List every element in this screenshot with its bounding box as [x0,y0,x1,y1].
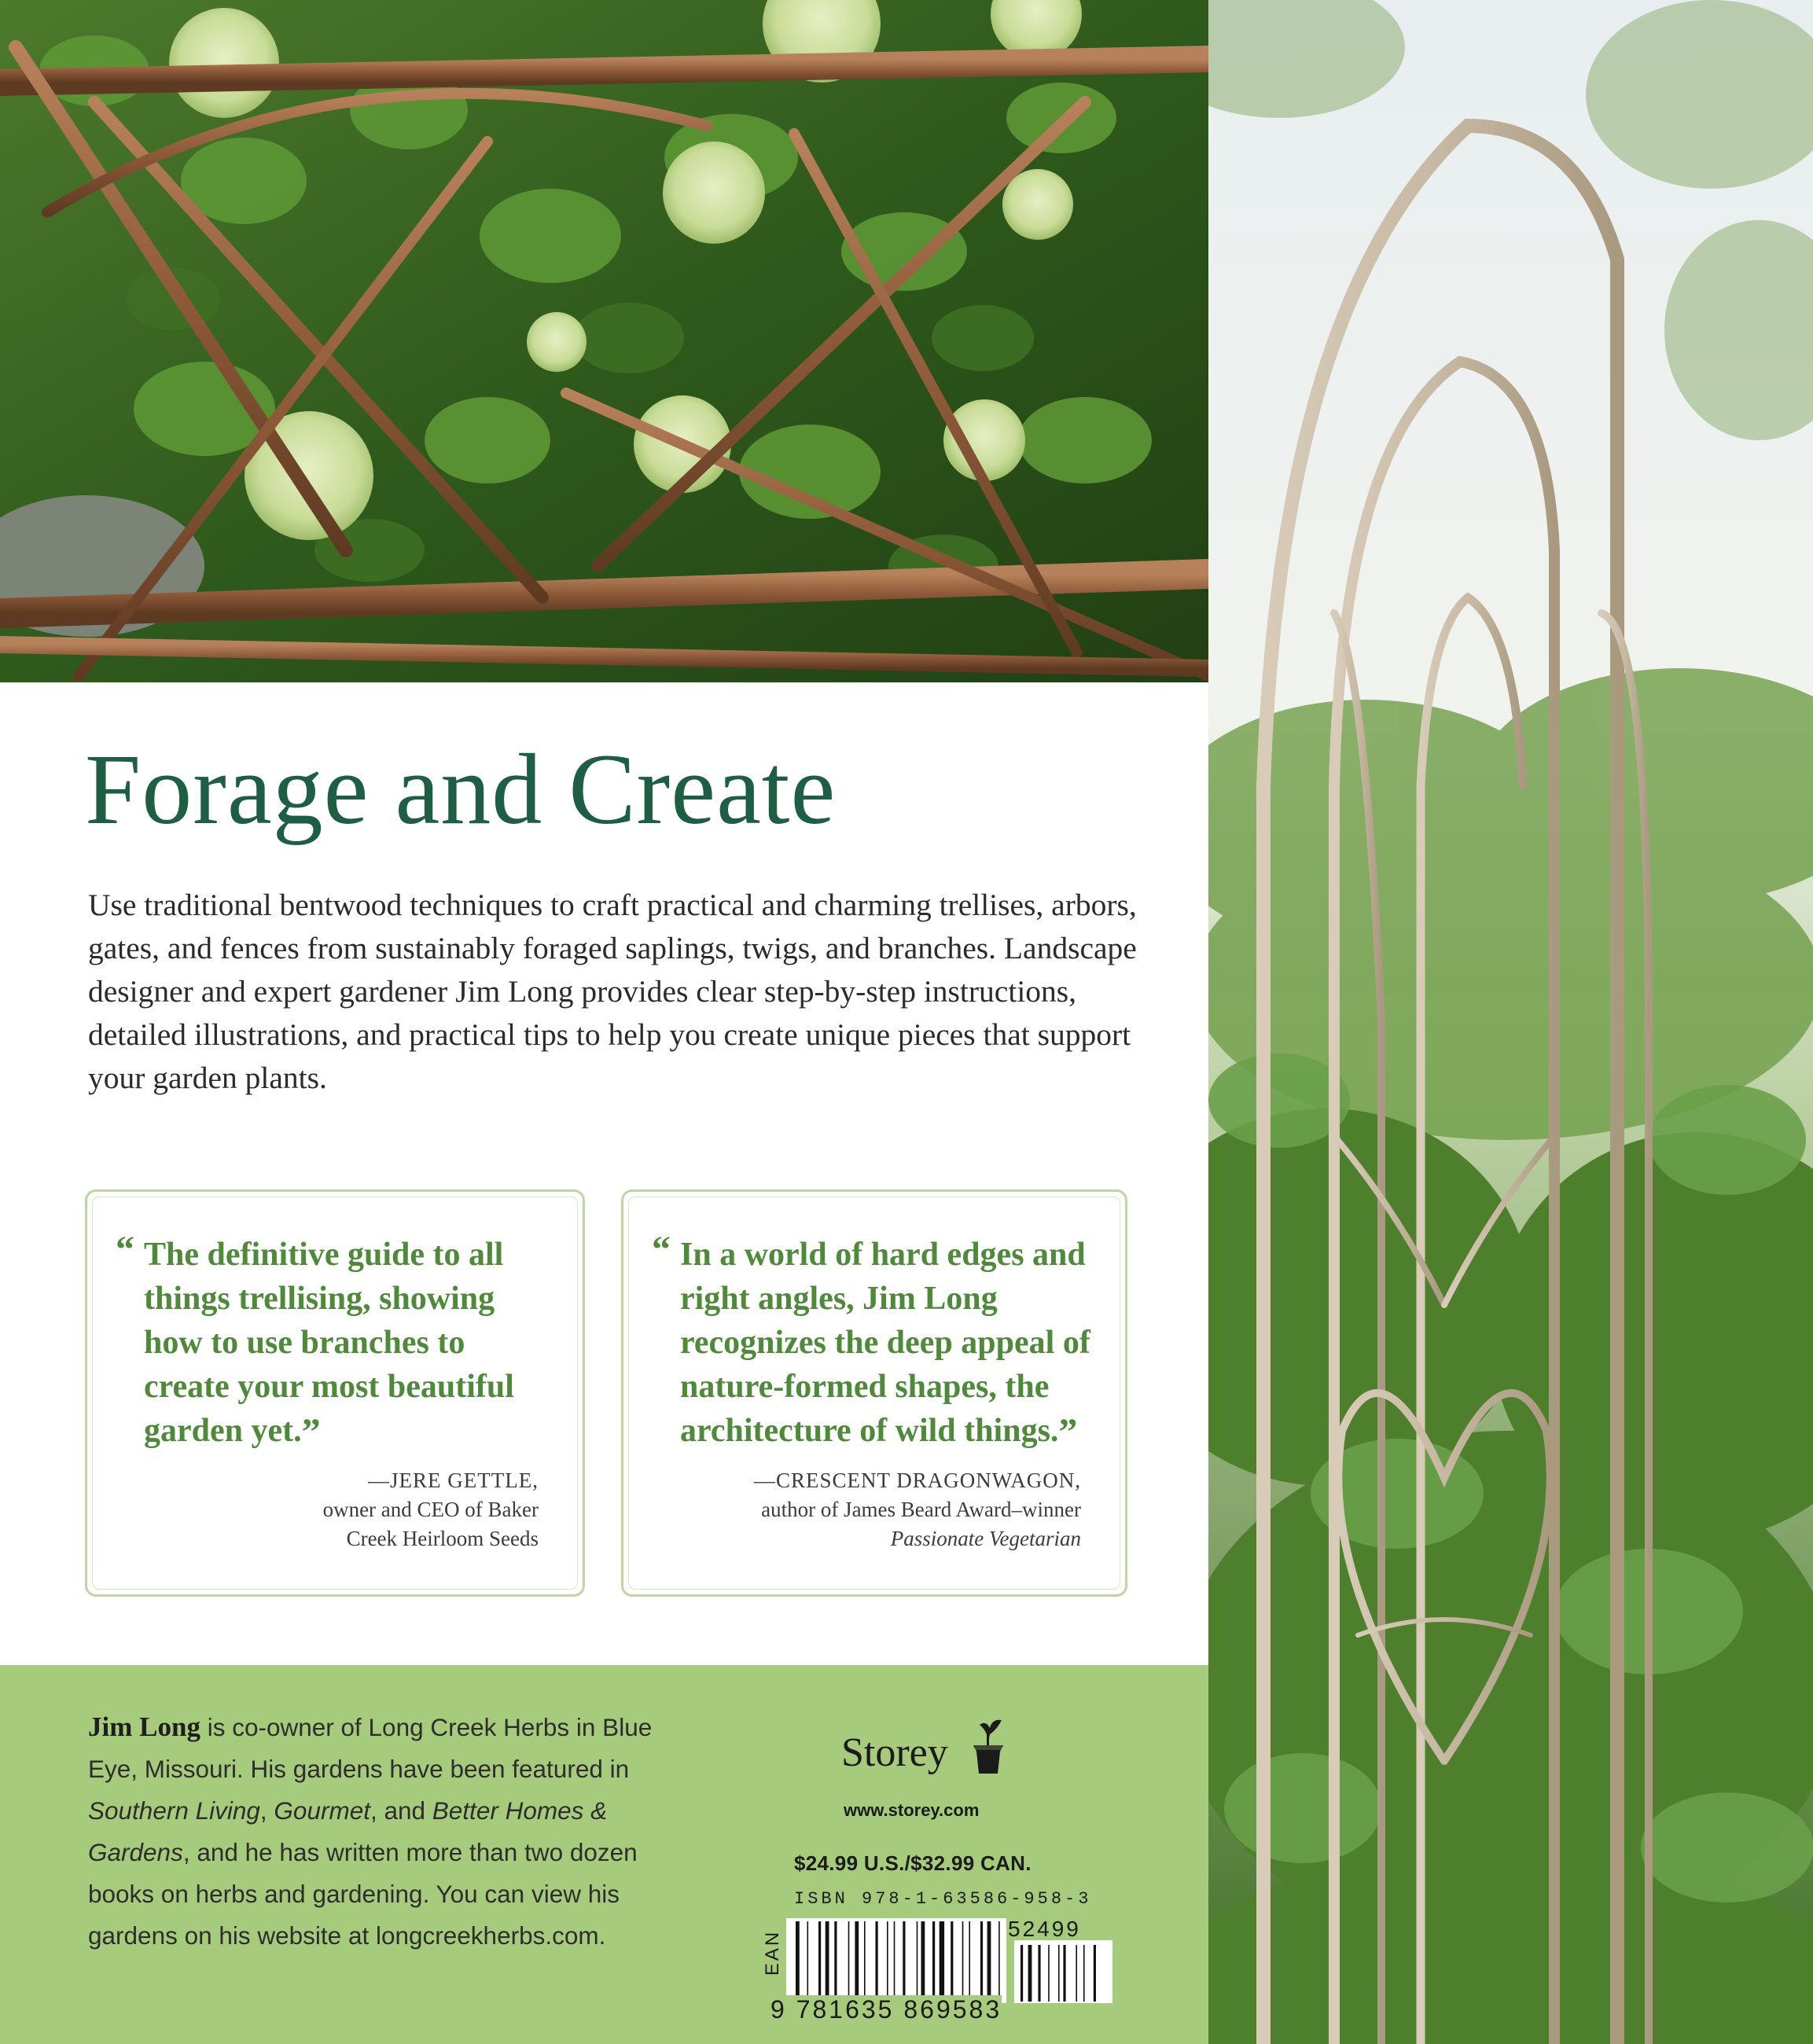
testimonial-attribution [303,1466,539,1553]
attribution-name: —JERE GETTLE, [368,1469,539,1492]
testimonial-card-gettle [85,1189,585,1597]
open-quote-mark: “ [652,1229,671,1270]
attribution-name: —CRESCENT DRAGONWAGON, [753,1469,1081,1492]
isbn: ISBN 978-1-63586-958-3 [794,1889,1092,1909]
bio-separator: , and [370,1796,432,1825]
bentwood-obelisk-photo [1208,0,1813,2044]
testimonial-text: In a world of hard edges and right angles, Jim Long recognizes the deep appeal of nature-formed shapes, the architecture of wild things. [680,1237,1090,1449]
testimonial-text: The definitive guide to all things trellising, showing how to use branches to create your most beautiful garden yet. [144,1237,514,1449]
publication-name: Better Homes & Gardens [88,1796,608,1866]
barcode-price-code: 52499 [1008,1917,1081,1941]
publisher-name: Storey [841,1730,948,1775]
barcode-digits: 9 781635 869583 [770,1995,1002,2024]
open-quote-mark: “ [116,1229,134,1270]
page-title: Forage and Create [85,733,837,845]
bio-text: is co-owner of Long Creek Herbs in Blue Eye, Missouri. His gardens have been featured in [88,1713,653,1783]
ean-label: EAN [762,1929,784,1976]
attribution-role: owner and CEO of Baker Creek Heirloom Seeds [322,1498,539,1550]
testimonial-attribution [754,1466,1081,1553]
author-name: Jim Long [88,1711,200,1742]
trellis-hydrangea-photo [0,0,1208,682]
seedling-pot-icon [969,1714,1008,1781]
publisher-url[interactable]: www.storey.com [844,1800,980,1820]
bio-separator: , [259,1796,274,1825]
close-quote-mark: ” [1058,1411,1078,1453]
author-bio [88,1706,686,1957]
price: $24.99 U.S./$32.99 CAN. [794,1851,1032,1875]
testimonial-card-dragonwagon [621,1189,1127,1597]
bio-text: , and he has written more than two dozen books on herbs and gardening. You can view his gardens on his website at longcreekherbs.com. [88,1838,638,1950]
publication-name: Gourmet [274,1796,370,1825]
testimonial-quote [116,1229,551,1453]
attribution-book-title: Passionate Vegetarian [890,1527,1081,1550]
testimonial-quote [652,1229,1094,1453]
publication-name: Southern Living [88,1796,260,1825]
close-quote-mark: ” [301,1411,321,1453]
attribution-role: author of James Beard Award–winner [761,1498,1081,1521]
book-description: Use traditional bentwood techniques to craft practical and charming trellises, arbors, gates, and fences from sustainably foraged saplings, twigs, and branches. Landscape designer and expert gardener Jim Long provides clear step-by-step instructions, detailed illustrations, and practical tips to help you create unique pieces that support your garden plants. [88,888,1137,1095]
